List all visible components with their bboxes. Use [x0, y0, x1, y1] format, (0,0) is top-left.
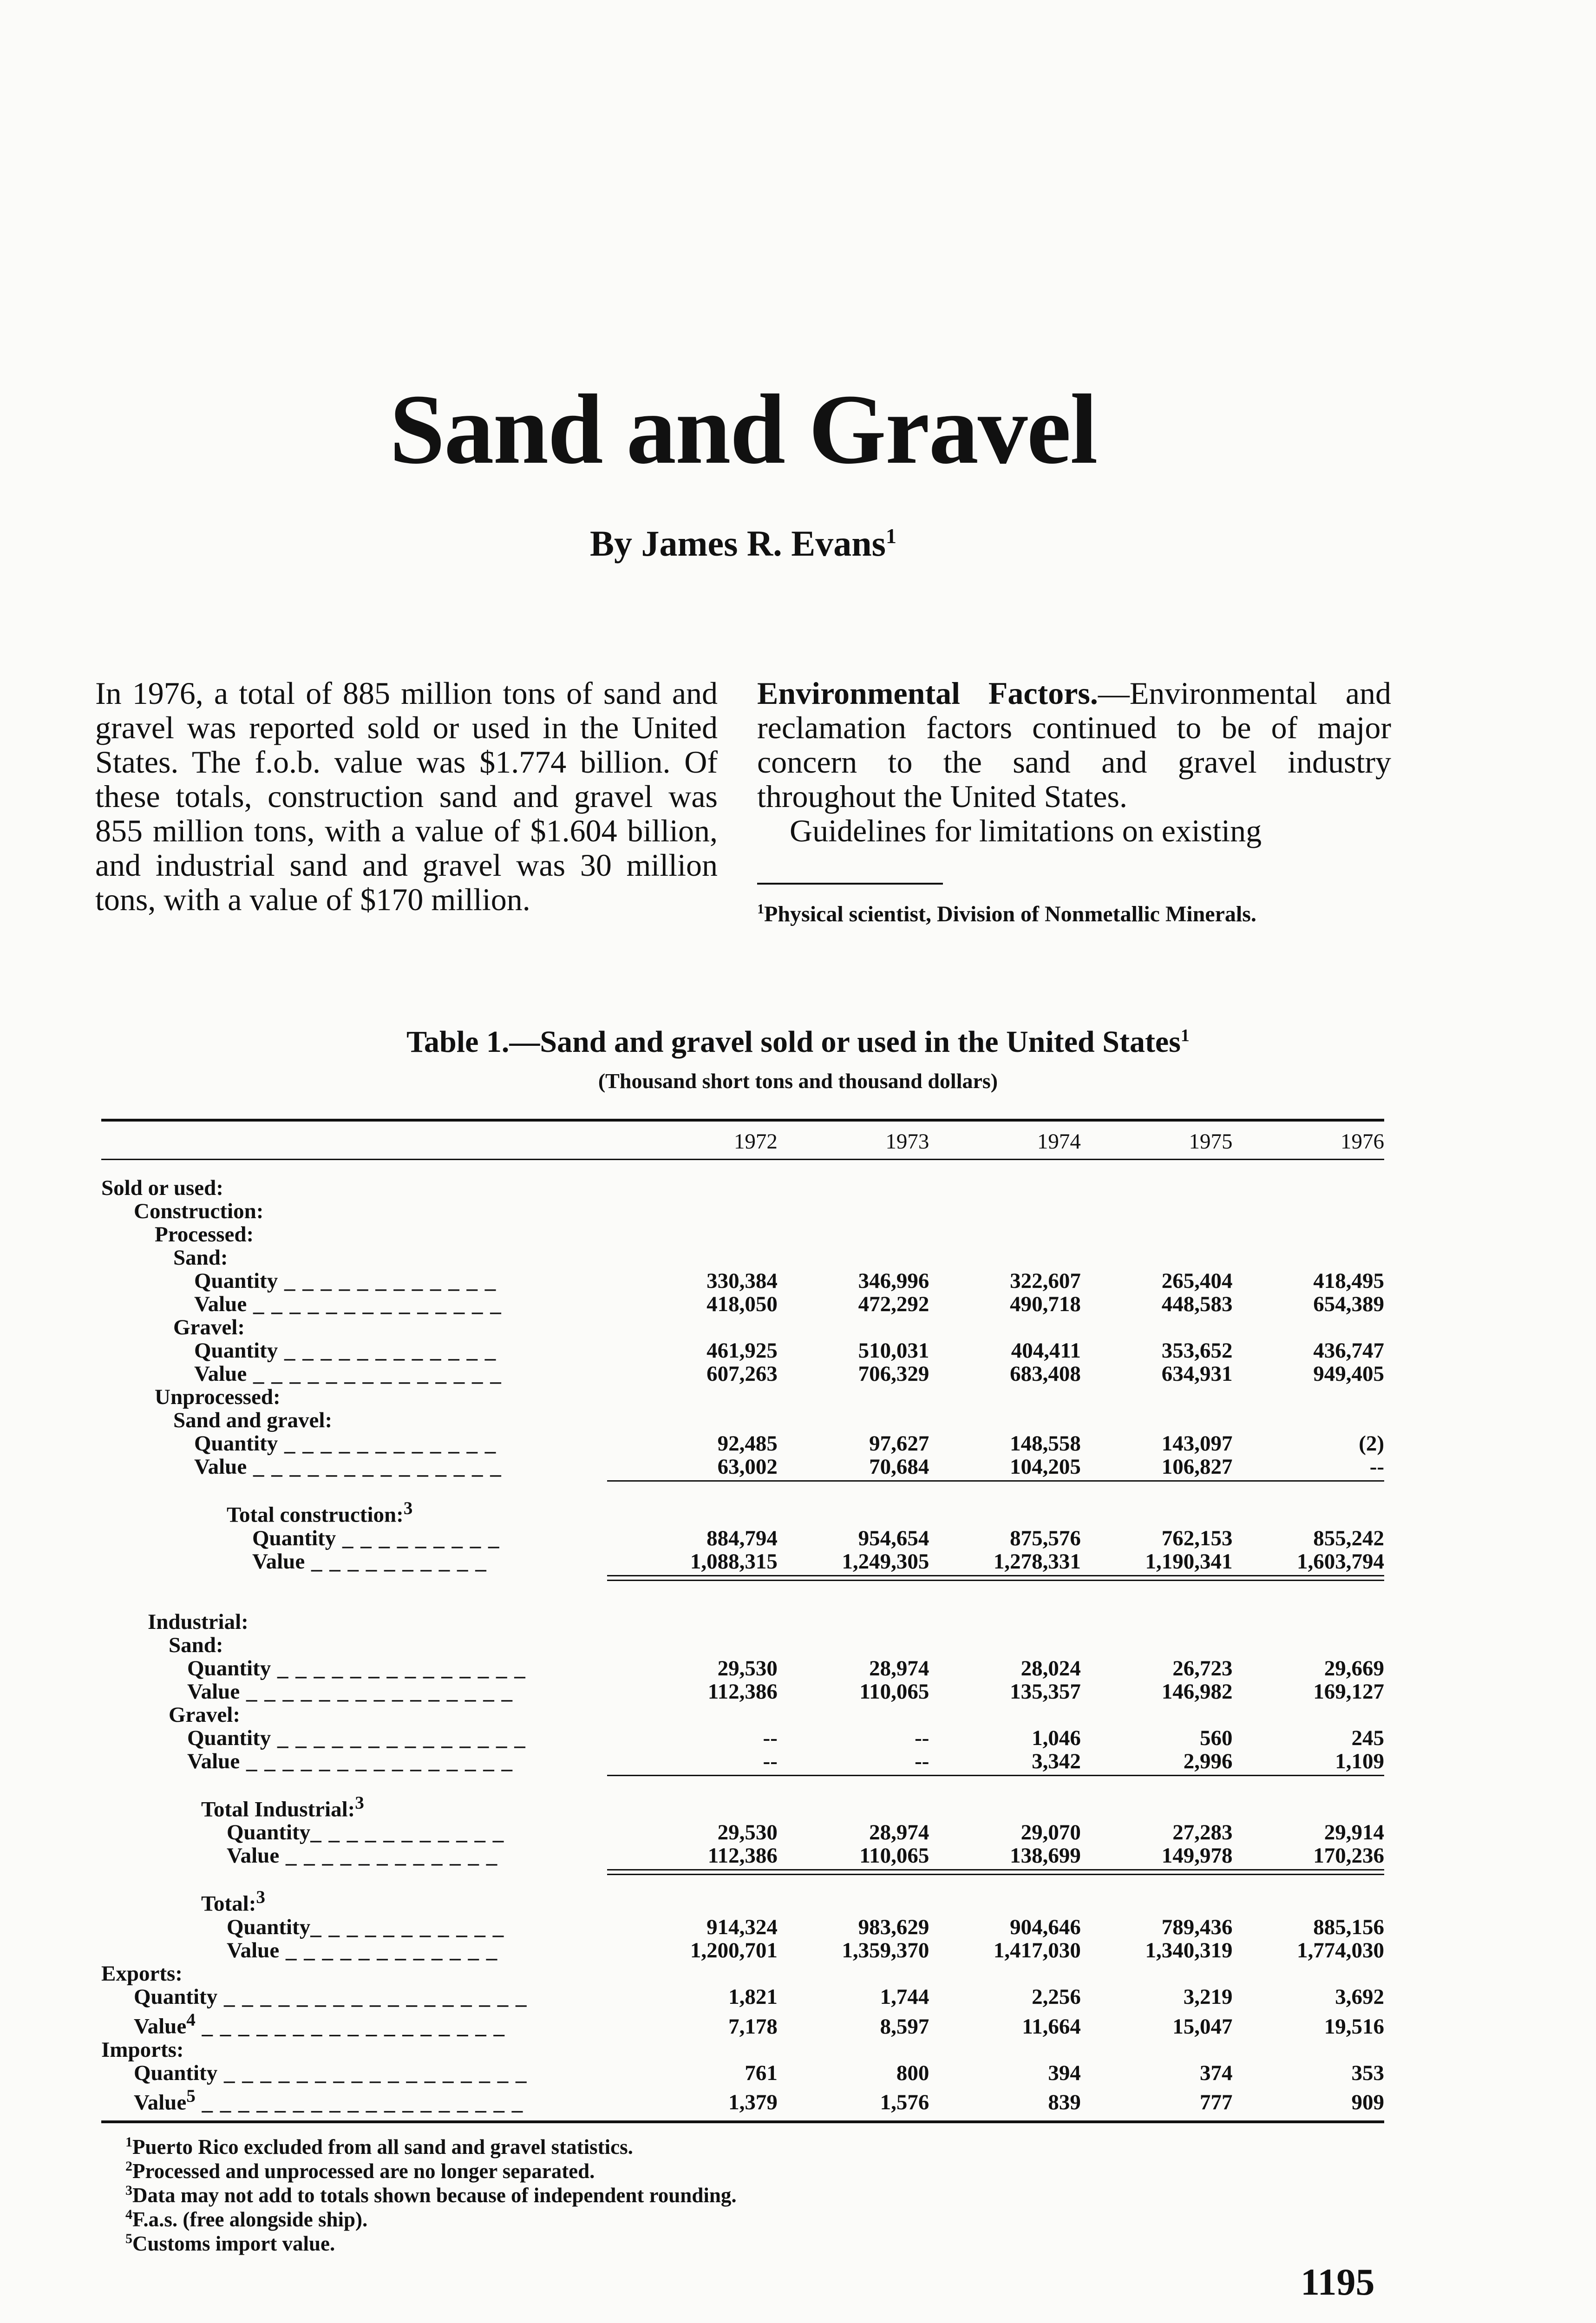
table-row — [101, 1409, 1384, 1432]
table-row — [101, 1385, 1384, 1409]
table-cell: 1,200,701 — [690, 1938, 778, 1962]
page-title: Sand and Gravel — [389, 374, 1097, 485]
table-cell: 3,342 — [1032, 1749, 1081, 1773]
table-row: Quantity _ _ _ _ _ _ _ _ _ _ _ _ 92,485 97,627 148,558 143,097 (2) — [194, 1431, 1384, 1456]
table-cell: 839 — [1048, 2090, 1081, 2115]
table-row: Value$^4$ _ _ _ _ _ _ _ _ _ _ _ _ _ _ _ _ _ 7,178 8,597 11,664 15,047 19,516 — [101, 2008, 1384, 2038]
byline-footnote-mark: 1 — [886, 524, 897, 548]
table-cell: 762,153 — [1161, 1526, 1233, 1550]
row-label: Value — [187, 1749, 240, 1773]
table-cell: 761 — [745, 2061, 778, 2085]
table-cell: 1,190,341 — [1145, 1549, 1233, 1574]
table-row — [101, 1200, 1384, 1223]
row-label: Quantity — [227, 1820, 311, 1845]
table-cell: 7,178 — [728, 2014, 778, 2039]
table-row: Quantity_ _ _ _ _ _ _ _ _ _ _ 914,324 983,629 904,646 789,436 885,156 — [227, 1915, 1384, 1939]
table-cell: -- — [915, 1749, 929, 1773]
table-cell: 28,024 — [1020, 1656, 1081, 1680]
table-row: Value _ _ _ _ _ _ _ _ _ _ _ _ _ _ 418,050 472,292 490,718 448,583 654,389 — [194, 1292, 1384, 1316]
table-row — [101, 1497, 1384, 1527]
table-footnote: $^2$Processed and unprocessed are no longer separated. — [125, 2159, 595, 2183]
table-cell: 143,097 — [1161, 1431, 1233, 1456]
table-footnote: $^5$Customs import value. — [125, 2231, 335, 2256]
table-cell: 1,379 — [728, 2090, 778, 2115]
table-cell: 404,411 — [1011, 1339, 1081, 1363]
total-rule — [607, 1869, 1384, 1870]
table-cell: 15,047 — [1172, 2014, 1233, 2039]
table-cell: 245 — [1351, 1726, 1384, 1750]
table-cell: 954,654 — [858, 1526, 929, 1550]
table-cell: 777 — [1199, 2090, 1233, 2115]
row-label: Quantity — [194, 1269, 278, 1293]
table-cell: 472,292 — [858, 1292, 929, 1316]
table-row — [101, 1634, 1384, 1657]
table-cell: 112,386 — [707, 1679, 778, 1704]
table-cell: 138,699 — [1010, 1844, 1081, 1868]
table-row — [101, 1316, 1384, 1339]
table-row — [101, 1223, 1384, 1246]
row-label: Total Industrial: — [201, 1797, 355, 1822]
table-cell: 29,669 — [1324, 1656, 1384, 1680]
table-cell: 1,821 — [728, 1984, 778, 2009]
sand-gravel-table — [101, 1124, 1384, 2114]
table-cell: 112,386 — [707, 1844, 778, 1868]
table-cell: 146,982 — [1161, 1679, 1233, 1704]
row-label: Value — [134, 2014, 187, 2039]
table-cell: 875,576 — [1010, 1526, 1081, 1550]
total-rule — [607, 1575, 1384, 1576]
intro-paragraph: In 1976, a total of 885 million tons of sand and gravel was reported sold or used in the United States. The f.o.b. value was $1.774 billion. Of these totals, construction sand and gravel was 855 million tons, with a value of $1.604 billion, and industrial sand and gravel was 30 million tons, with a value of $170 million. — [95, 676, 718, 917]
table-cell: 3,219 — [1183, 1984, 1233, 2009]
table-cell: 418,050 — [706, 1292, 778, 1316]
table-row: Value _ _ _ _ _ _ _ _ _ _ _ _ _ _ 607,263 706,329 683,408 634,931 949,405 — [194, 1362, 1384, 1386]
table-caption-mark: 1 — [1180, 1026, 1190, 1045]
guidelines-line: Guidelines for limitations on existing — [790, 813, 1262, 848]
table-cell: 11,664 — [1022, 2014, 1081, 2039]
table-cell: 346,996 — [858, 1269, 929, 1293]
byline — [0, 523, 1486, 564]
table-cell: 909 — [1351, 2090, 1384, 2115]
author-footnote — [757, 901, 1256, 927]
table-cell: -- — [763, 1749, 778, 1773]
table-cell: 169,127 — [1313, 1679, 1384, 1704]
table-cell: 607,263 — [706, 1362, 778, 1386]
table-cell: 510,031 — [858, 1339, 929, 1363]
page-number: 1195 — [1301, 2261, 1375, 2303]
table-cell: 448,583 — [1161, 1292, 1233, 1316]
row-label: Total construction: — [227, 1503, 404, 1527]
table-cell: 800 — [896, 2061, 929, 2085]
row-label: Industrial: — [148, 1609, 249, 1634]
table-row — [101, 1176, 1384, 1200]
table-cell: 27,283 — [1172, 1820, 1233, 1845]
row-label: Total: — [201, 1891, 256, 1916]
table-cell: 29,914 — [1324, 1820, 1384, 1845]
table-cell: 1,249,305 — [842, 1549, 929, 1574]
table-row: Value _ _ _ _ _ _ _ _ _ _ _ _ 112,386 110,065 138,699 149,978 170,236 — [227, 1844, 1384, 1868]
row-label: Quantity — [134, 2061, 218, 2085]
table-footnotes — [125, 2135, 737, 2256]
year-header: 1976 — [1341, 1129, 1384, 1154]
table-caption — [0, 1024, 1596, 1060]
table-row — [101, 1962, 1384, 1985]
table-cell: 265,404 — [1161, 1269, 1233, 1293]
table-cell: 28,974 — [869, 1820, 929, 1845]
table-cell: 394 — [1048, 2061, 1081, 2085]
row-label: Value — [194, 1362, 247, 1386]
year-header: 1974 — [1037, 1129, 1081, 1154]
table-cell: 1,340,319 — [1145, 1938, 1233, 1962]
row-label: Gravel: — [173, 1315, 245, 1339]
table-cell: 1,109 — [1335, 1749, 1384, 1773]
subtotal-rule — [607, 1775, 1384, 1776]
footnote-mark: 3 — [256, 1887, 265, 1908]
table-cell: 26,723 — [1172, 1656, 1233, 1680]
table-cell: 374 — [1199, 2061, 1233, 2085]
year-header: 1972 — [733, 1129, 778, 1154]
table-cell: 654,389 — [1313, 1292, 1384, 1316]
table-subtitle: (Thousand short tons and thousand dollars) — [598, 1069, 998, 1093]
table-cell: 28,974 — [869, 1656, 929, 1680]
table-cell: 353 — [1351, 2061, 1384, 2085]
table-cell: 104,205 — [1010, 1455, 1081, 1479]
table-cell: 2,996 — [1183, 1749, 1233, 1773]
table-cell: 19,516 — [1324, 2014, 1384, 2039]
table-cell: 1,603,794 — [1297, 1549, 1384, 1574]
table-cell: 884,794 — [706, 1526, 778, 1550]
total-rule — [607, 1580, 1384, 1581]
table-cell: 1,576 — [880, 2090, 929, 2115]
year-header: 1973 — [885, 1129, 929, 1154]
table-cell: 330,384 — [706, 1269, 778, 1293]
row-label: Unprocessed: — [155, 1385, 281, 1409]
row-label: Value — [134, 2090, 187, 2115]
row-label: Quantity — [187, 1726, 271, 1750]
table-cell: 904,646 — [1010, 1915, 1081, 1939]
row-label: Sold or used: — [101, 1176, 223, 1200]
table-cell: -- — [1369, 1455, 1384, 1479]
table-cell: 1,278,331 — [993, 1549, 1081, 1574]
table-cell: 29,530 — [717, 1820, 778, 1845]
table-cell: 63,002 — [717, 1455, 778, 1479]
subtotal-rule — [607, 1480, 1384, 1482]
table-cell: 1,417,030 — [993, 1938, 1081, 1962]
row-label: Value — [194, 1455, 247, 1479]
row-label: Imports: — [101, 2037, 184, 2062]
row-label: Sand: — [173, 1246, 228, 1270]
table-cell: 135,357 — [1010, 1679, 1081, 1704]
table-row: Quantity_ _ _ _ _ _ _ _ _ _ _ 29,530 28,974 29,070 27,283 29,914 — [227, 1820, 1384, 1845]
table-footnote: $^1$Puerto Rico excluded from all sand and gravel statistics. — [125, 2134, 633, 2159]
environment-heading: Environmental Factors. — [757, 676, 1098, 711]
footnote-mark: 3 — [403, 1498, 413, 1518]
table-cell: 855,242 — [1313, 1526, 1384, 1550]
footnote-mark: 4 — [186, 2009, 196, 2030]
footnote-mark: 3 — [355, 1792, 364, 1813]
table-cell: 706,329 — [858, 1362, 929, 1386]
table-cell: 1,046 — [1032, 1726, 1081, 1750]
table-row — [101, 1703, 1384, 1726]
table-bottom-rule — [101, 2120, 1384, 2123]
row-label: Quantity — [134, 1984, 218, 2009]
table-cell: 29,070 — [1020, 1820, 1081, 1845]
table-cell: 683,408 — [1010, 1362, 1081, 1386]
table-cell: 1,359,370 — [842, 1938, 929, 1962]
row-label: Exports: — [101, 1961, 183, 1986]
row-label: Quantity — [194, 1339, 278, 1363]
table-cell: 353,652 — [1161, 1339, 1233, 1363]
table-header-row — [101, 1124, 1384, 1158]
table-cell: 170,236 — [1313, 1844, 1384, 1868]
table-cell: 70,684 — [869, 1455, 929, 1479]
table-row: Quantity _ _ _ _ _ _ _ _ _ _ _ _ _ _ _ _ _ 761 800 394 374 353 — [134, 2061, 1384, 2085]
table-cell: -- — [915, 1726, 929, 1750]
table-cell: 789,436 — [1161, 1915, 1233, 1939]
table-row: Value _ _ _ _ _ _ _ _ _ _ _ _ 1,200,701 1,359,370 1,417,030 1,340,319 1,774,030 — [227, 1938, 1384, 1962]
table-cell: 8,597 — [880, 2014, 929, 2039]
table-row: Value _ _ _ _ _ _ _ _ _ _ _ _ _ _ _ -- -- 3,342 2,996 1,109 — [187, 1749, 1384, 1773]
table-cell: 110,065 — [859, 1679, 929, 1704]
table-cell: 1,774,030 — [1297, 1938, 1384, 1962]
table-row: Value$^5$ _ _ _ _ _ _ _ _ _ _ _ _ _ _ _ _ _ _ 1,379 1,576 839 777 909 — [101, 2085, 1384, 2114]
table-cell: 418,495 — [1313, 1269, 1384, 1293]
table-top-rule — [101, 1119, 1384, 1122]
table-row: Value _ _ _ _ _ _ _ _ _ _ 1,088,315 1,249,305 1,278,331 1,190,341 1,603,794 — [252, 1549, 1384, 1574]
table-row: Quantity _ _ _ _ _ _ _ _ _ _ _ _ 330,384 346,996 322,607 265,404 418,495 — [194, 1269, 1384, 1293]
table-cell: 3,692 — [1335, 1984, 1384, 2009]
table-row: Value _ _ _ _ _ _ _ _ _ _ _ _ _ _ 63,002 70,684 104,205 106,827 -- — [194, 1455, 1384, 1479]
table-cell: 2,256 — [1032, 1984, 1081, 2009]
table-row — [101, 1246, 1384, 1269]
table-cell: (2) — [1359, 1431, 1384, 1456]
author-footnote-mark: 1 — [757, 901, 764, 917]
row-label: Gravel: — [169, 1702, 240, 1727]
row-label: Processed: — [155, 1222, 254, 1247]
table-row — [101, 1886, 1384, 1916]
table-footnote: $^3$Data may not add to totals shown because of independent rounding. — [125, 2183, 737, 2207]
table-cell: 149,978 — [1161, 1844, 1233, 1868]
author-name: By James R. Evans — [589, 523, 886, 564]
table-cell: 92,485 — [717, 1431, 778, 1456]
row-label: Sand and gravel: — [173, 1408, 333, 1432]
year-header: 1975 — [1189, 1129, 1233, 1154]
row-label: Quantity — [187, 1656, 271, 1680]
table-cell: 29,530 — [717, 1656, 778, 1680]
table-cell: 914,324 — [706, 1915, 778, 1939]
table-cell: 885,156 — [1313, 1915, 1384, 1939]
table-cell: 560 — [1199, 1726, 1233, 1750]
environment-body: —Environmental and reclamation factors continued to be of major concern to the sand and gravel industry throughout the United States. — [757, 676, 1392, 814]
table-cell: 949,405 — [1313, 1362, 1384, 1386]
table-cell: 106,827 — [1161, 1455, 1233, 1479]
table-row: Quantity _ _ _ _ _ _ _ _ _ _ _ _ _ _ 29,530 28,974 28,024 26,723 29,669 — [187, 1656, 1384, 1680]
table-cell: 1,088,315 — [690, 1549, 778, 1574]
table-cell: 436,747 — [1313, 1339, 1384, 1363]
table-caption-text: Table 1.—Sand and gravel sold or used in the United States — [406, 1025, 1181, 1059]
row-label: Value — [227, 1844, 280, 1868]
table-footnote: $^4$F.a.s. (free alongside ship). — [125, 2207, 368, 2231]
row-label: Quantity — [252, 1526, 336, 1550]
table-row — [101, 1791, 1384, 1821]
table-cell: 461,925 — [706, 1339, 778, 1363]
row-label: Construction: — [134, 1199, 264, 1223]
table-row: Quantity _ _ _ _ _ _ _ _ _ _ _ _ _ _ _ _ _ 1,821 1,744 2,256 3,219 3,692 — [134, 1984, 1384, 2009]
environment-paragraph — [757, 676, 1391, 814]
table-cell: 148,558 — [1010, 1431, 1081, 1456]
footnote-rule — [757, 883, 943, 885]
table-row: Quantity _ _ _ _ _ _ _ _ _ _ _ _ _ _ -- -- 1,046 560 245 — [187, 1726, 1384, 1750]
row-label: Value — [252, 1549, 305, 1574]
row-label: Value — [194, 1292, 247, 1316]
table-row: Value _ _ _ _ _ _ _ _ _ _ _ _ _ _ _ 112,386 110,065 135,357 146,982 169,127 — [187, 1679, 1384, 1704]
row-label: Quantity — [227, 1915, 311, 1939]
total-rule — [607, 1874, 1384, 1875]
table-cell: -- — [763, 1726, 778, 1750]
environment-column — [757, 676, 1391, 848]
intro-column — [95, 676, 718, 917]
table-row — [101, 2038, 1384, 2061]
row-label: Value — [227, 1938, 280, 1962]
table-cell: 1,744 — [880, 1984, 929, 2009]
row-label: Sand: — [169, 1633, 223, 1657]
footnote-mark: 5 — [186, 2086, 196, 2106]
table-row — [101, 1610, 1384, 1634]
table-cell: 110,065 — [859, 1844, 929, 1868]
table-cell: 634,931 — [1161, 1362, 1233, 1386]
table-cell: 490,718 — [1010, 1292, 1081, 1316]
table-row: Quantity _ _ _ _ _ _ _ _ _ _ _ _ 461,925 510,031 404,411 353,652 436,747 — [194, 1339, 1384, 1363]
table-cell: 983,629 — [858, 1915, 929, 1939]
table-row: Quantity _ _ _ _ _ _ _ _ _ 884,794 954,654 875,576 762,153 855,242 — [252, 1526, 1384, 1550]
row-label: Value — [187, 1679, 240, 1704]
table-cell: 322,607 — [1010, 1269, 1081, 1293]
row-label: Quantity — [194, 1431, 278, 1456]
table-cell: 97,627 — [869, 1431, 929, 1456]
author-footnote-text: Physical scientist, Division of Nonmetallic Minerals. — [764, 902, 1256, 926]
